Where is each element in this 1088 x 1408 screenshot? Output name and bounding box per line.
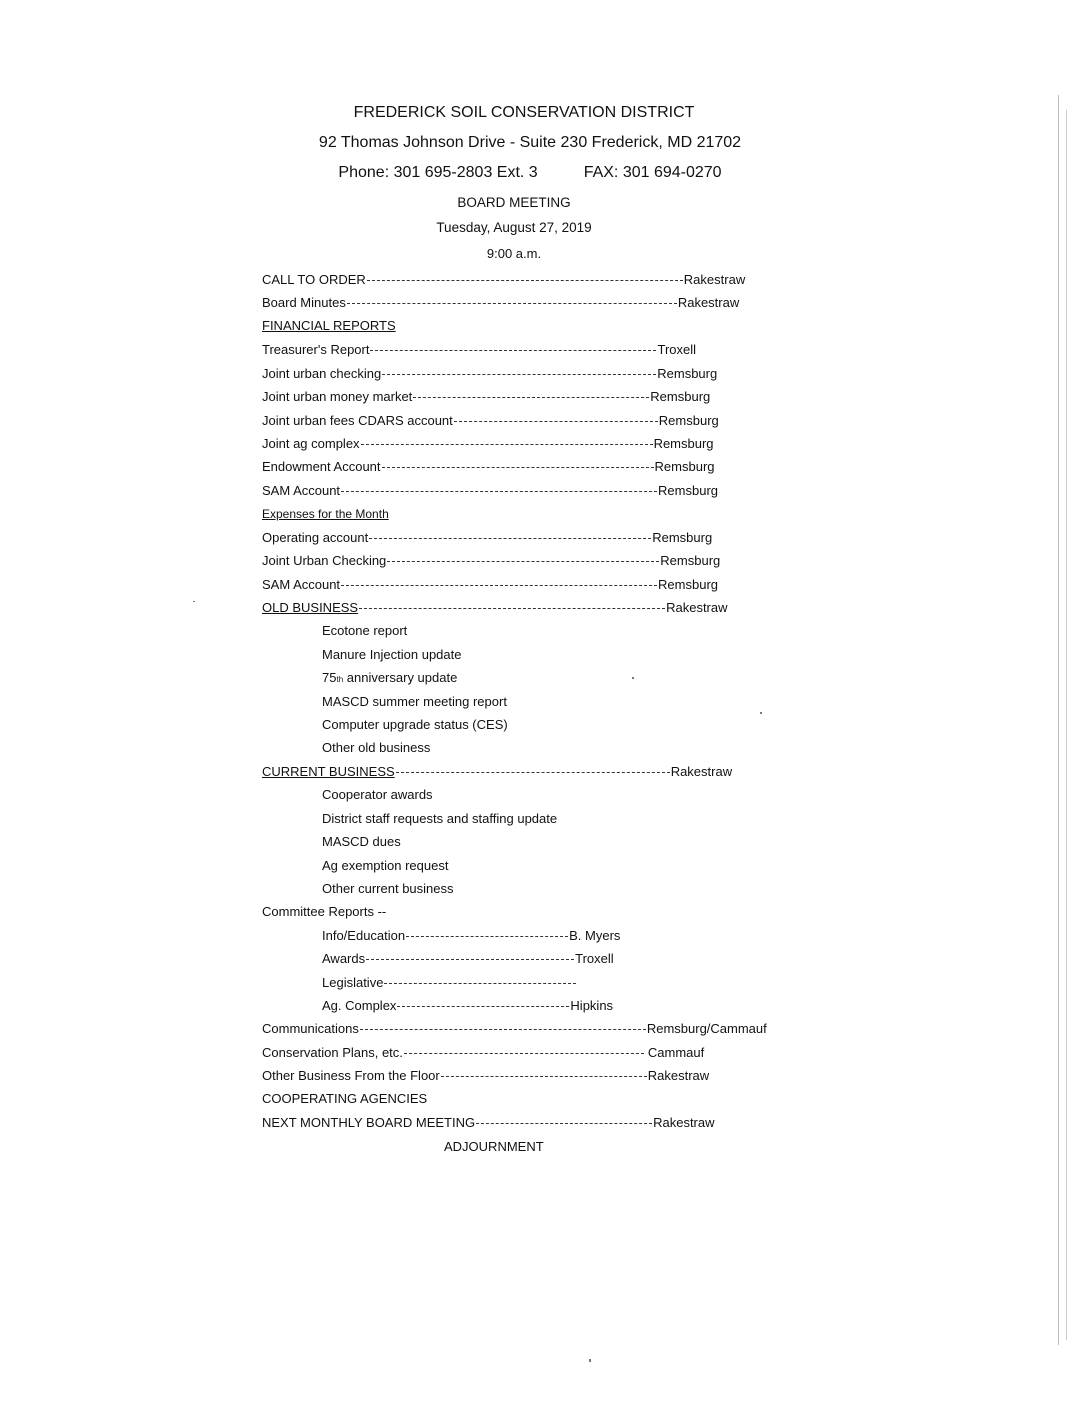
agenda-label: Joint ag complex xyxy=(262,436,360,451)
agenda-label: Operating account xyxy=(262,530,369,545)
old-item-computer xyxy=(322,717,508,733)
cooperating-agencies-heading xyxy=(262,1091,427,1107)
adjournment xyxy=(444,1139,544,1155)
old-item-anniversary xyxy=(322,670,457,688)
agenda-row-communications xyxy=(262,1021,767,1037)
item-text: MASCD summer meeting report xyxy=(322,694,507,709)
committee-label: Ag. Complex xyxy=(322,998,397,1013)
agenda-label: Board Minutes xyxy=(262,295,346,310)
agenda-presenter: Rakestraw xyxy=(683,272,746,287)
committee-presenter: B. Myers xyxy=(569,928,621,943)
current-item-ag-exemption xyxy=(322,858,448,874)
agenda-label: Joint urban checking xyxy=(262,366,382,381)
agenda-presenter: Remsburg xyxy=(658,413,719,428)
agenda-presenter: Remsburg xyxy=(658,577,719,592)
agenda-label: SAM Account xyxy=(262,483,341,498)
section-heading: COOPERATING AGENCIES xyxy=(262,1091,428,1106)
agenda-row-board-minutes xyxy=(262,295,739,311)
adjournment-label: ADJOURNMENT xyxy=(444,1139,544,1154)
agenda-row-joint-urban-checking-2 xyxy=(262,553,720,569)
old-item-ecotone xyxy=(322,623,407,639)
meeting-date: Tuesday, August 27, 2019 xyxy=(436,220,592,235)
section-heading: Expenses for the Month xyxy=(262,507,389,521)
agenda-label: Communications xyxy=(262,1021,359,1036)
current-item-other xyxy=(322,881,454,897)
scan-speck xyxy=(760,712,762,714)
agenda-presenter: Troxell xyxy=(657,342,697,357)
section-heading: FINANCIAL REPORTS xyxy=(262,318,396,333)
agenda-presenter: Remsburg xyxy=(660,553,721,568)
agenda-label: Joint urban money market xyxy=(262,389,413,404)
section-heading: Committee Reports -- xyxy=(262,904,387,919)
committee-row-legislative xyxy=(322,975,577,991)
agenda-row-call-to-order xyxy=(262,272,745,288)
old-item-other xyxy=(322,740,430,756)
committee-presenter: Troxell xyxy=(575,951,614,966)
agenda-presenter: Cammauf xyxy=(647,1045,705,1060)
agenda-presenter: Rakestraw xyxy=(670,764,733,779)
scan-speck xyxy=(632,677,634,679)
agenda-label: Endowment Account xyxy=(262,459,381,474)
agenda-label: Conservation Plans, etc. xyxy=(262,1045,403,1060)
agenda-label: OLD BUSINESS xyxy=(262,600,359,615)
scan-edge-line xyxy=(1066,110,1067,1340)
item-text: Computer upgrade status (CES) xyxy=(322,717,508,732)
item-text: District staff requests and staffing update xyxy=(322,811,558,826)
current-item-staff xyxy=(322,811,557,827)
agenda-row-endowment-account xyxy=(262,459,715,475)
committee-label: Info/Education xyxy=(322,928,406,943)
item-text: Manure Injection update xyxy=(322,647,462,662)
agenda-label: Joint Urban Checking xyxy=(262,553,387,568)
item-text: Cooperator awards xyxy=(322,787,433,802)
agenda-row-conservation-plans xyxy=(262,1045,704,1061)
agenda-row-treasurers-report xyxy=(262,342,696,358)
agenda-row-joint-urban-fees-cdars xyxy=(262,413,719,429)
agenda-label: NEXT MONTHLY BOARD MEETING xyxy=(262,1115,476,1130)
agenda-presenter: Remsburg xyxy=(650,389,711,404)
item-text: anniversary update xyxy=(343,670,458,685)
address-line: 92 Thomas Johnson Drive - Suite 230 Frederick, MD 21702 xyxy=(318,134,742,151)
agenda-row-next-meeting xyxy=(262,1115,715,1131)
agenda-presenter: Remsburg xyxy=(654,459,715,474)
agenda-presenter: Rakestraw xyxy=(647,1068,710,1083)
contact-line xyxy=(0,164,1074,182)
agenda-presenter: Remsburg/Cammauf xyxy=(646,1021,767,1036)
section-expenses xyxy=(262,506,397,522)
meeting-title: BOARD MEETING xyxy=(457,195,571,210)
agenda-row-operating-account xyxy=(262,530,712,546)
agenda-presenter: Rakestraw xyxy=(666,600,728,615)
fax-number: FAX: 301 694-0270 xyxy=(583,164,722,181)
item-text: Ag exemption request xyxy=(322,858,449,873)
scan-speck xyxy=(193,601,195,602)
agenda-label: SAM Account xyxy=(262,577,341,592)
agenda-label: Other Business From the Floor xyxy=(262,1068,440,1083)
item-text: MASCD dues xyxy=(322,834,401,849)
section-financial-reports xyxy=(262,318,396,334)
committee-presenter: Hipkins xyxy=(570,998,614,1013)
agenda-presenter: Rakestraw xyxy=(653,1115,715,1130)
agenda-label: CURRENT BUSINESS xyxy=(262,764,395,779)
meeting-time: 9:00 a.m. xyxy=(486,246,542,261)
agenda-label: Treasurer's Report xyxy=(262,342,370,357)
agenda-row-old-business xyxy=(262,600,728,616)
old-item-mascd-summer xyxy=(322,694,507,710)
agenda-label: CALL TO ORDER xyxy=(262,272,366,287)
agenda-row-joint-urban-checking xyxy=(262,366,717,382)
committee-reports-heading xyxy=(262,904,386,920)
current-item-cooperator xyxy=(322,787,433,803)
scan-edge-line xyxy=(1058,95,1059,1345)
organization-title: FREDERICK SOIL CONSERVATION DISTRICT xyxy=(353,104,695,121)
item-text: Other old business xyxy=(322,740,431,755)
committee-label: Awards xyxy=(322,951,366,966)
item-text: Other current business xyxy=(322,881,454,896)
agenda-presenter: Remsburg xyxy=(658,483,719,498)
scan-speck xyxy=(589,1359,591,1362)
phone-number: Phone: 301 695-2803 Ext. 3 xyxy=(338,164,538,181)
committee-row-info xyxy=(322,928,620,944)
agenda-row-current-business xyxy=(262,764,732,780)
item-text: Ecotone report xyxy=(322,623,408,638)
agenda-row-joint-ag-complex xyxy=(262,436,714,452)
agenda-row-other-business xyxy=(262,1068,709,1084)
current-item-dues xyxy=(322,834,401,850)
committee-row-ag-complex xyxy=(322,998,613,1014)
agenda-presenter: Remsburg xyxy=(652,530,713,545)
committee-label: Legislative xyxy=(322,975,384,990)
old-item-manure xyxy=(322,647,461,663)
agenda-presenter: Remsburg xyxy=(653,436,714,451)
committee-row-awards xyxy=(322,951,614,967)
agenda-label: Joint urban fees CDARS account xyxy=(262,413,453,428)
agenda-row-joint-urban-money-market xyxy=(262,389,710,405)
agenda-presenter: Rakestraw xyxy=(677,295,740,310)
item-number: 75 xyxy=(322,670,337,685)
agenda-row-sam-account-2 xyxy=(262,577,718,593)
agenda-row-sam-account xyxy=(262,483,718,499)
agenda-presenter: Remsburg xyxy=(657,366,718,381)
item-ordinal: th xyxy=(336,675,344,684)
